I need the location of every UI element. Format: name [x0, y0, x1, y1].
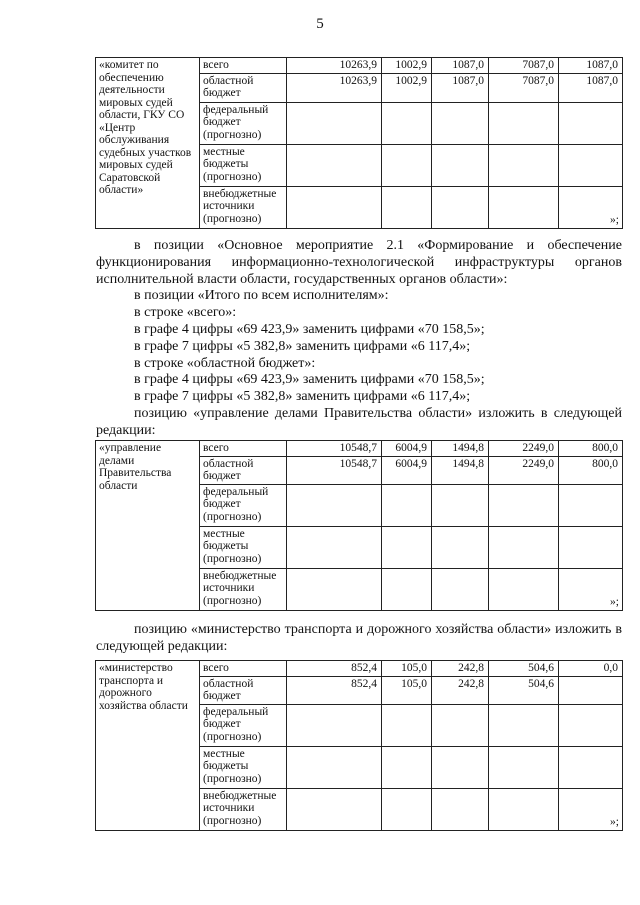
- value-cell: [287, 568, 382, 610]
- value-cell: [559, 102, 623, 144]
- value-cell: [432, 102, 489, 144]
- closing-mark: »;: [559, 568, 623, 610]
- paragraph: в графе 4 цифры «69 423,9» заменить цифрами «70 158,5»;: [134, 321, 485, 337]
- source-cell: федеральный бюджет (прогнозно): [200, 704, 287, 746]
- value-cell: 10548,7: [287, 441, 382, 457]
- value-cell: 1494,8: [432, 441, 489, 457]
- value-cell: 1087,0: [432, 73, 489, 102]
- value-cell: [489, 526, 559, 568]
- paragraph: в строке «всего»:: [134, 305, 237, 321]
- executor-cell: «министерство транспорта и дорожного хозяйства области: [96, 661, 200, 831]
- value-cell: [489, 704, 559, 746]
- value-cell: [432, 704, 489, 746]
- source-cell: местные бюджеты (прогнозно): [200, 746, 287, 788]
- value-cell: 504,6: [489, 676, 559, 704]
- source-cell: федеральный бюджет (прогнозно): [200, 102, 287, 144]
- source-cell: областной бюджет: [200, 73, 287, 102]
- value-cell: [559, 484, 623, 526]
- value-cell: [287, 144, 382, 186]
- source-cell: внебюджетные источники (прогнозно): [200, 788, 287, 830]
- value-cell: 10548,7: [287, 456, 382, 484]
- paragraph: в строке «областной бюджет»:: [134, 355, 316, 371]
- value-cell: 504,6: [489, 661, 559, 677]
- value-cell: 6004,9: [382, 456, 432, 484]
- value-cell: [287, 526, 382, 568]
- value-cell: [559, 746, 623, 788]
- paragraph: в позиции «Основное мероприятие 2.1 «Формирование и обеспечение функционирования информационно-технологической инфраструктуры органов исполнительной власти области, государственных органов области»:: [96, 238, 622, 287]
- paragraph: в графе 7 цифры «5 382,8» заменить цифрами «6 117,4»;: [134, 338, 471, 354]
- value-cell: [489, 746, 559, 788]
- amendment-text-block-1: [96, 238, 622, 440]
- value-cell: [382, 704, 432, 746]
- value-cell: [432, 788, 489, 830]
- value-cell: [489, 568, 559, 610]
- source-cell: областной бюджет: [200, 456, 287, 484]
- value-cell: 1002,9: [382, 73, 432, 102]
- value-cell: [432, 186, 489, 228]
- value-cell: 1494,8: [432, 456, 489, 484]
- value-cell: 105,0: [382, 676, 432, 704]
- amendment-text-block-2: [96, 622, 622, 656]
- source-cell: внебюджетные источники (прогнозно): [200, 568, 287, 610]
- value-cell: [287, 186, 382, 228]
- value-cell: [287, 704, 382, 746]
- budget-table-government-affairs: [95, 440, 623, 611]
- value-cell: 10263,9: [287, 58, 382, 74]
- source-cell: федеральный бюджет (прогнозно): [200, 484, 287, 526]
- value-cell: [382, 102, 432, 144]
- value-cell: [382, 526, 432, 568]
- value-cell: [559, 676, 623, 704]
- executor-cell: «управление делами Правительства области: [96, 441, 200, 611]
- value-cell: 852,4: [287, 661, 382, 677]
- paragraph: в графе 7 цифры «5 382,8» заменить цифрами «6 117,4»;: [134, 389, 471, 405]
- value-cell: [559, 704, 623, 746]
- value-cell: [489, 186, 559, 228]
- closing-mark: »;: [559, 788, 623, 830]
- value-cell: [382, 746, 432, 788]
- source-cell: всего: [200, 661, 287, 677]
- paragraph: в позиции «Итого по всем исполнителям»:: [134, 288, 389, 304]
- value-cell: [489, 144, 559, 186]
- source-cell: местные бюджеты (прогнозно): [200, 526, 287, 568]
- value-cell: 242,8: [432, 661, 489, 677]
- value-cell: 852,4: [287, 676, 382, 704]
- value-cell: [432, 526, 489, 568]
- value-cell: [382, 568, 432, 610]
- value-cell: [382, 186, 432, 228]
- value-cell: 1087,0: [559, 73, 623, 102]
- executor-cell: «комитет по обеспечению деятельности мировых судей области, ГКУ СО «Центр обслуживания судебных участков мировых судей Саратовской области»: [96, 58, 200, 229]
- value-cell: 1087,0: [432, 58, 489, 74]
- value-cell: 2249,0: [489, 456, 559, 484]
- table-row: [96, 58, 623, 74]
- value-cell: 0,0: [559, 661, 623, 677]
- value-cell: [489, 788, 559, 830]
- value-cell: [489, 102, 559, 144]
- table-row: [96, 441, 623, 457]
- source-cell: всего: [200, 58, 287, 74]
- value-cell: [432, 144, 489, 186]
- paragraph: позицию «министерство транспорта и дорожного хозяйства области» изложить в следующей редакции:: [96, 622, 622, 654]
- value-cell: [382, 788, 432, 830]
- value-cell: [559, 144, 623, 186]
- value-cell: 7087,0: [489, 73, 559, 102]
- value-cell: 800,0: [559, 456, 623, 484]
- value-cell: [432, 484, 489, 526]
- value-cell: 800,0: [559, 441, 623, 457]
- value-cell: [559, 526, 623, 568]
- budget-table-transport-ministry: [95, 660, 623, 831]
- page-number: 5: [316, 16, 324, 32]
- value-cell: [382, 484, 432, 526]
- value-cell: 105,0: [382, 661, 432, 677]
- source-cell: областной бюджет: [200, 676, 287, 704]
- value-cell: [432, 746, 489, 788]
- source-cell: местные бюджеты (прогнозно): [200, 144, 287, 186]
- value-cell: 6004,9: [382, 441, 432, 457]
- value-cell: [432, 568, 489, 610]
- value-cell: 1087,0: [559, 58, 623, 74]
- source-cell: всего: [200, 441, 287, 457]
- paragraph: позицию «управление делами Правительства области» изложить в следующей редакции:: [96, 405, 622, 438]
- source-cell: внебюджетные источники (прогнозно): [200, 186, 287, 228]
- value-cell: [382, 144, 432, 186]
- value-cell: [287, 788, 382, 830]
- closing-mark: »;: [559, 186, 623, 228]
- value-cell: 7087,0: [489, 58, 559, 74]
- value-cell: 2249,0: [489, 441, 559, 457]
- value-cell: 1002,9: [382, 58, 432, 74]
- table-row: [96, 661, 623, 677]
- paragraph: в графе 4 цифры «69 423,9» заменить цифрами «70 158,5»;: [134, 372, 485, 388]
- value-cell: [287, 102, 382, 144]
- value-cell: 10263,9: [287, 73, 382, 102]
- value-cell: 242,8: [432, 676, 489, 704]
- value-cell: [489, 484, 559, 526]
- budget-table-court-committee: [95, 57, 623, 229]
- value-cell: [287, 746, 382, 788]
- value-cell: [287, 484, 382, 526]
